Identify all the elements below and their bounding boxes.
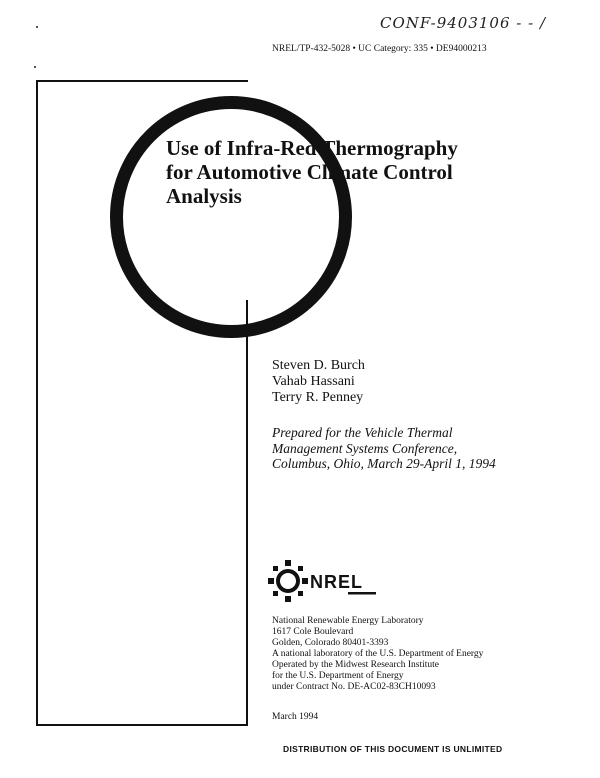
- lab-info-line: under Contract No. DE-AC02-83CH10093: [272, 682, 436, 692]
- cover-frame-right: [246, 300, 248, 726]
- title-line: Use of Infra-Red Thermography: [166, 136, 458, 160]
- author-name: Vahab Hassani: [272, 374, 355, 389]
- cover-frame-top: [36, 80, 248, 82]
- cover-frame-bottom: [36, 724, 248, 726]
- lab-info-line: 1617 Cole Boulevard: [272, 627, 354, 637]
- lab-info-line: Operated by the Midwest Research Institute: [272, 660, 439, 670]
- author-list: [272, 358, 365, 406]
- distribution-stamp: DISTRIBUTION OF THIS DOCUMENT IS UNLIMITED: [283, 744, 503, 754]
- lab-info-line: National Renewable Energy Laboratory: [272, 616, 424, 626]
- publication-date: March 1994: [272, 712, 319, 722]
- scan-mark: [36, 26, 38, 28]
- title-line: for Automotive Climate Control: [166, 160, 453, 184]
- author-name: Steven D. Burch: [272, 358, 365, 373]
- lab-info-line: for the U.S. Department of Energy: [272, 671, 404, 681]
- prepared-for-note: [272, 425, 496, 472]
- scan-mark: [34, 66, 36, 68]
- lab-info-line: A national laboratory of the U.S. Department of Energy: [272, 649, 484, 659]
- lab-info-block: [272, 616, 483, 693]
- svg-text:NREL: NREL: [310, 572, 363, 592]
- report-id: NREL/TP-432-5028 • UC Category: 335 • DE94000213: [272, 44, 487, 54]
- prepared-line: Columbus, Ohio, March 29-April 1, 1994: [272, 456, 496, 471]
- decorative-ring: [110, 96, 352, 338]
- title-line: Analysis: [166, 184, 242, 208]
- author-name: Terry R. Penney: [272, 390, 364, 405]
- handwritten-conference-number: CONF-9403106 - - /: [380, 14, 547, 32]
- prepared-line: Prepared for the Vehicle Thermal: [272, 425, 453, 440]
- nrel-logo: [268, 558, 378, 604]
- cover-frame-left: [36, 80, 38, 726]
- nrel-sun-logo-icon: [268, 560, 308, 602]
- lab-info-line: Golden, Colorado 80401-3393: [272, 638, 389, 648]
- prepared-line: Management Systems Conference,: [272, 440, 458, 456]
